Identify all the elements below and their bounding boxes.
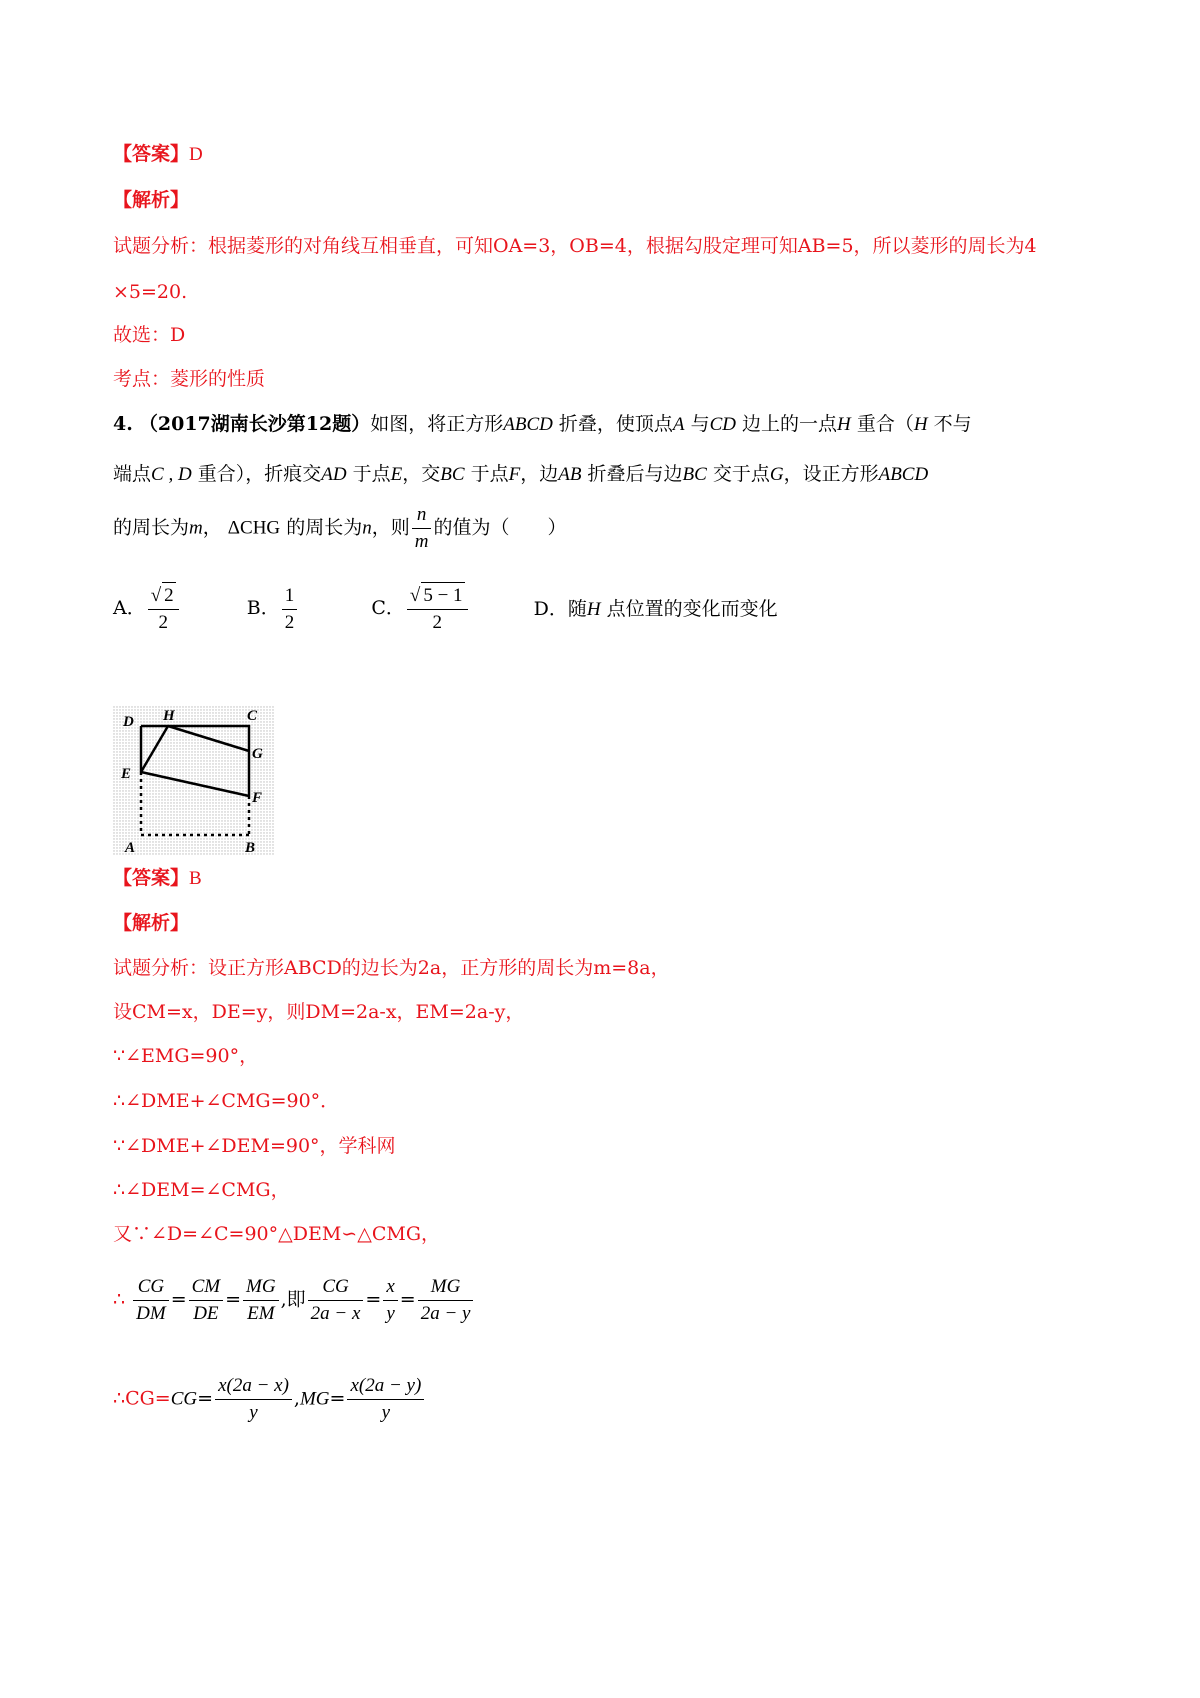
q-text: ，交 bbox=[402, 463, 441, 485]
q-math: H bbox=[913, 414, 928, 435]
answer-label: 【答案】 bbox=[113, 867, 190, 889]
q-math: ABCD bbox=[503, 414, 553, 435]
frac-num: CG bbox=[133, 1274, 169, 1301]
q-math: AD bbox=[321, 464, 347, 485]
eq-prefix: ∴CG= bbox=[113, 1387, 171, 1410]
option-text: 点位置的变化而变化 bbox=[606, 597, 778, 620]
frac-num: MG bbox=[418, 1274, 474, 1301]
analysis-text: 试题分析：根据菱形的对角线互相垂直，可知OA=3，OB=4，根据勾股定理可知AB=5，所以菱形的周长为4 bbox=[113, 235, 1037, 257]
frac-den: y bbox=[386, 1303, 395, 1324]
equation-cg-mg: ∴CG=CG= $\frac{x(2a - x)}{y}$ ,MG= $\frac{x(2a - y)}{y}$ bbox=[113, 1373, 426, 1426]
frac-num: n bbox=[412, 502, 432, 529]
sqrt-content: 2 bbox=[162, 582, 176, 609]
ratio-fraction bbox=[412, 502, 432, 555]
eq-text: ,即 bbox=[280, 1288, 306, 1311]
frac-num: MG bbox=[243, 1274, 279, 1301]
q-math: BC bbox=[440, 464, 465, 485]
label-g: G bbox=[252, 746, 263, 762]
option-label: C． bbox=[371, 597, 405, 619]
option-c[interactable] bbox=[371, 585, 469, 633]
frac-num: x(2a − y) bbox=[347, 1373, 424, 1400]
frac-den: 2 bbox=[284, 611, 295, 633]
q-text: 折叠，使顶点 bbox=[558, 413, 673, 435]
eq-fraction bbox=[215, 1373, 292, 1426]
label-e: E bbox=[121, 766, 132, 782]
q-math: m bbox=[189, 517, 203, 539]
frac-num: 1 bbox=[282, 583, 298, 610]
eq-lhs: CG bbox=[170, 1388, 198, 1410]
q-math: BC bbox=[682, 464, 707, 485]
frac-den: y bbox=[381, 1402, 391, 1423]
label-f: F bbox=[252, 790, 263, 806]
step-3: ∵∠EMG=90°， bbox=[113, 1045, 259, 1067]
equation-ratio: ∴ $\frac{CG}{DM}$ = $\frac{CM}{DE}$ = $\frac{MG}{EM}$ ,即 $\frac{CG}{2a - x}$ = $\frac{x}{y}$ = $\frac{MG}{2a - y}$ bbox=[113, 1274, 475, 1327]
label-h: H bbox=[163, 708, 175, 724]
option-label: D．随 bbox=[533, 597, 587, 620]
step-2: 设CM=x，DE=y，则DM=2a-x，EM=2a-y， bbox=[113, 1001, 525, 1023]
q-math: C , D bbox=[151, 464, 192, 485]
option-label: B． bbox=[246, 597, 280, 619]
frac-den: m bbox=[414, 531, 429, 552]
figure-svg bbox=[113, 706, 275, 856]
options-row bbox=[113, 582, 778, 636]
frac-den: 2 bbox=[432, 612, 442, 633]
frac-den: EM bbox=[247, 1303, 275, 1324]
question-source: （2017湖南长沙第12题） bbox=[138, 413, 371, 435]
label-d: D bbox=[123, 714, 134, 730]
q-math: n bbox=[362, 517, 372, 539]
step-7: 又∵∠D=∠C=90°△DEM∽△CMG， bbox=[113, 1223, 440, 1245]
option-a[interactable] bbox=[113, 585, 181, 633]
frac-num: CG bbox=[308, 1274, 364, 1301]
answer-line-1 bbox=[113, 141, 203, 168]
answer-line-2 bbox=[113, 865, 202, 892]
step-1: 试题分析：设正方形ABCD的边长为2a，正方形的周长为m=8a， bbox=[113, 957, 670, 979]
frac-den: 2a − y bbox=[420, 1303, 471, 1324]
frac-num: CM bbox=[189, 1274, 224, 1301]
q-math: A bbox=[672, 414, 685, 435]
folded-square-figure bbox=[113, 706, 275, 856]
q-text: 重合），折痕交 bbox=[197, 463, 322, 485]
q-math: F bbox=[508, 464, 521, 485]
q-math: H bbox=[837, 414, 851, 435]
answer-value: B bbox=[189, 868, 202, 889]
option-label: A． bbox=[113, 597, 146, 619]
eq-fraction bbox=[243, 1274, 279, 1327]
q-math: ΔCHG bbox=[227, 517, 281, 539]
step-4: ∴∠DME+∠CMG=90°． bbox=[113, 1090, 340, 1112]
eq-fraction bbox=[418, 1274, 474, 1327]
therefore-symbol: ∴ bbox=[113, 1288, 126, 1311]
q-math: AB bbox=[558, 464, 582, 485]
choice-line: 故选：D bbox=[113, 324, 186, 346]
label-c: C bbox=[247, 708, 258, 724]
q-text: ，边 bbox=[520, 463, 559, 485]
option-d[interactable] bbox=[534, 598, 778, 620]
frac-den: DM bbox=[136, 1303, 166, 1324]
eq-fraction bbox=[308, 1274, 364, 1327]
frac-num: x bbox=[383, 1274, 397, 1301]
eq-fraction bbox=[189, 1274, 224, 1327]
q-text: 的周长为 bbox=[113, 516, 190, 539]
q-text: 于点 bbox=[352, 463, 391, 485]
answer-label: 【答案】 bbox=[113, 143, 190, 165]
analysis-label-2: 【解析】 bbox=[113, 912, 190, 934]
q-text: 边上的一点 bbox=[742, 413, 838, 435]
frac-den: 2 bbox=[158, 612, 168, 633]
label-a: A bbox=[125, 840, 136, 856]
sqrt-content: 5 − 1 bbox=[421, 582, 464, 609]
q-text: 于点 bbox=[470, 463, 509, 485]
option-b-fraction bbox=[282, 583, 298, 636]
q-text: 交于点 bbox=[712, 463, 770, 485]
answer-value: D bbox=[189, 144, 203, 165]
q-math: E bbox=[390, 464, 403, 485]
eq-fraction bbox=[347, 1373, 424, 1426]
question-4-line-3: 的周长为m， ΔCHG 的周长为n，则 $\frac{n}{m}$ 的值为（ ） bbox=[113, 502, 566, 555]
q-text: ，则 bbox=[371, 516, 410, 539]
frac-num: x(2a − x) bbox=[215, 1373, 292, 1400]
q-text: 如图，将正方形 bbox=[370, 413, 504, 435]
q-text: 折叠后与边 bbox=[587, 463, 683, 485]
q-text: 的周长为 bbox=[286, 516, 363, 539]
q-text: ，设正方形 bbox=[783, 463, 879, 485]
label-b: B bbox=[245, 840, 256, 856]
q-math: G bbox=[769, 464, 784, 485]
frac-den: 2a − x bbox=[310, 1303, 361, 1324]
q-math: ABCD bbox=[878, 464, 929, 485]
frac-den: DE bbox=[193, 1303, 219, 1324]
q-math: CD bbox=[709, 414, 736, 435]
question-number: 4. bbox=[113, 413, 133, 435]
analysis-label: 【解析】 bbox=[113, 189, 190, 211]
analysis-text-cont: ×5=20. bbox=[113, 281, 188, 303]
eq-lhs: MG bbox=[299, 1388, 330, 1410]
option-a-fraction: $\frac{√ 2}{2}$ bbox=[148, 582, 179, 636]
eq-fraction bbox=[383, 1274, 397, 1327]
option-b[interactable] bbox=[246, 584, 299, 633]
question-4-line-1 bbox=[113, 411, 972, 438]
q-text: 端点 bbox=[113, 463, 152, 485]
step-5: ∵∠DME+∠DEM=90°，学科网 bbox=[113, 1135, 396, 1157]
q-text: 与 bbox=[690, 413, 710, 435]
q-text: 的值为（ ） bbox=[433, 516, 567, 539]
option-c-fraction: $\frac{√ 5 - 1}{2}$ bbox=[407, 582, 468, 636]
q-text: 不与 bbox=[933, 413, 972, 435]
step-6: ∴∠DEM=∠CMG， bbox=[113, 1179, 290, 1201]
frac-den: y bbox=[249, 1402, 258, 1423]
eq-fraction bbox=[133, 1274, 169, 1327]
eq-text: , bbox=[293, 1387, 300, 1410]
q-math: H bbox=[586, 598, 601, 620]
q-text: 重合（ bbox=[856, 413, 914, 435]
knowledge-point: 考点：菱形的性质 bbox=[113, 368, 266, 390]
question-4-line-2 bbox=[113, 461, 928, 488]
figure-background bbox=[113, 706, 275, 856]
